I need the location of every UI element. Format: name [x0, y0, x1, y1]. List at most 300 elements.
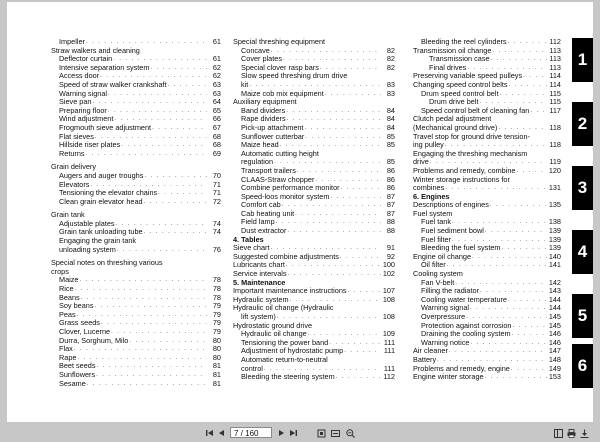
toc-leader-dots — [276, 218, 381, 227]
toc-entry-title: Fuel tank — [421, 217, 452, 227]
toc-entry-title: Special clover rasp bars — [241, 62, 319, 72]
toc-entry-title: Fuel filter — [421, 234, 452, 244]
toc-page-number: 61 — [212, 54, 221, 64]
toc-leader-dots — [286, 261, 381, 270]
toc-entry-title: (Mechanical ground drive) — [413, 122, 498, 132]
toc-section-heading — [413, 150, 561, 159]
toc-entry-title: Automatic cutting height — [241, 148, 319, 158]
toc-entry-title: Suggested combine adjustments — [233, 251, 339, 261]
toc-page-number: 69 — [212, 148, 221, 158]
toc-leader-dots — [516, 167, 547, 176]
toc-leader-dots — [502, 244, 548, 253]
toc-section-heading — [51, 259, 221, 268]
toc-entry-title: Pick-up attachment — [241, 122, 304, 132]
toc-entry[interactable] — [51, 345, 221, 354]
toc-entry-title: Protection against corrosion — [421, 320, 512, 330]
chapter-tab-5[interactable]: 5 — [572, 294, 593, 338]
toc-leader-dots — [449, 347, 547, 356]
toc-page-number: 76 — [212, 244, 221, 254]
toc-entry[interactable] — [51, 198, 221, 207]
toc-leader-dots — [117, 246, 207, 255]
toc-page-number: 79 — [212, 318, 221, 328]
toc-entry-title: Straw walkers and cleaning — [51, 45, 140, 55]
toc-entry-title: Cab heating unit — [241, 208, 295, 218]
toc-entry-title: Drum speed control belt — [421, 88, 499, 98]
toc-entry[interactable] — [51, 302, 221, 311]
toc-leader-dots — [530, 107, 547, 116]
toc-page-number: 84 — [386, 105, 395, 115]
toc-leader-dots — [485, 373, 547, 382]
toc-entry-title: Travel stop for ground drive tension- — [413, 131, 530, 141]
toc-leader-dots — [330, 193, 381, 202]
toc-entry-title: Problems and remedy, combine — [413, 165, 516, 175]
toc-entry-title: drive — [413, 157, 429, 167]
toc-page-number: 85 — [386, 157, 395, 167]
toc-page-number: 62 — [212, 71, 221, 81]
toc-entry-title: Augers and auger troughs — [59, 170, 144, 180]
toc-page-number: 85 — [386, 131, 395, 141]
toc-leader-dots — [340, 253, 381, 262]
toc-entry-title: lift system) — [241, 312, 276, 321]
page-number-input[interactable]: 7 / 160 — [230, 427, 272, 438]
toc-leader-dots — [77, 354, 207, 363]
toc-column-3 — [413, 38, 561, 382]
first-page-icon[interactable] — [205, 427, 214, 439]
toc-leader-dots — [108, 107, 207, 116]
toc-page-number: 82 — [386, 62, 395, 72]
toc-page-number: 68 — [212, 140, 221, 150]
toc-page-number: 67 — [212, 122, 221, 132]
toc-entry[interactable] — [51, 337, 221, 346]
toc-page-number: 78 — [212, 275, 221, 285]
toc-page-number: 92 — [386, 251, 395, 261]
toc-page-number: 88 — [386, 226, 395, 236]
toc-page-number: 82 — [386, 45, 395, 55]
toc-page-number: 102 — [382, 269, 395, 279]
toc-page-number: 80 — [212, 335, 221, 345]
toc-leader-dots — [509, 81, 547, 90]
toc-entry-title: 6. Engines — [413, 191, 450, 201]
toc-page-number: 107 — [382, 286, 395, 296]
toc-page-number: 80 — [212, 352, 221, 362]
toc-entry-title: Intensive separation system — [59, 62, 150, 72]
toc-page-number: 79 — [212, 327, 221, 336]
toc-entry-title: Comfort cab — [241, 200, 281, 210]
toc-leader-dots — [491, 55, 547, 64]
toc-entry-title: regulation — [241, 157, 274, 167]
toc-entry-title: Bleeding the reel cylinders — [421, 37, 507, 46]
chapter-tab-1[interactable]: 1 — [572, 38, 593, 82]
next-page-icon[interactable] — [276, 427, 285, 439]
toc-page-number: 81 — [212, 369, 221, 379]
sidebar-icon[interactable] — [553, 427, 564, 439]
toc-page-number: 141 — [548, 260, 561, 270]
toc-entry-title: Sesame — [59, 378, 86, 388]
toc-entry-title: Warning signal — [59, 88, 107, 98]
toc-page-number: 140 — [548, 251, 561, 261]
download-icon[interactable] — [579, 427, 590, 439]
toc-page-number: 83 — [386, 88, 395, 98]
toc-entry-title: Band dividers — [241, 105, 286, 115]
toc-leader-dots — [490, 201, 547, 210]
print-icon[interactable] — [566, 427, 577, 439]
toc-page-number: 153 — [548, 372, 561, 382]
toc-page-number: 74 — [212, 218, 221, 228]
toc-page-number: 80 — [212, 344, 221, 354]
toc-page-number: 109 — [382, 329, 395, 339]
toc-page-number: 79 — [212, 301, 221, 311]
toc-page-number: 145 — [548, 312, 561, 321]
toc-page-number: 114 — [549, 71, 561, 81]
toc-leader-dots — [512, 322, 547, 331]
toc-entry-title: Speed of straw walker crankshaft — [59, 79, 167, 89]
toc-leader-dots — [508, 296, 547, 305]
viewer-toolbar — [0, 424, 600, 442]
toc-page-number: 115 — [549, 88, 561, 98]
toc-entry-title: Frogmouth sieve adjustment — [59, 122, 152, 132]
toc-leader-dots — [121, 141, 207, 150]
toc-entry-title: Grain tank — [51, 210, 85, 220]
toc-leader-dots — [108, 90, 207, 99]
toc-page-number: 113 — [549, 54, 561, 64]
toc-page-number: 82 — [386, 54, 395, 64]
toc-page-number: 88 — [386, 217, 395, 227]
toc-leader-dots — [282, 201, 381, 210]
toc-entry[interactable] — [51, 246, 221, 255]
toc-leader-dots — [94, 302, 207, 311]
toc-entry-title: Transmission oil change — [413, 45, 492, 55]
toc-entry-title: Preserving variable speed pulleys — [413, 71, 523, 81]
toc-entry-title: Battery — [413, 354, 437, 364]
zoom-out-icon[interactable] — [345, 427, 356, 439]
toc-page-number: 83 — [386, 79, 395, 89]
toc-entry-title: 4. Tables — [233, 234, 264, 244]
toc-entry-title: Slow speed threshing drum drive — [241, 71, 348, 81]
toc-leader-dots — [305, 133, 381, 142]
toc-leader-dots — [152, 124, 207, 133]
toc-entry-title: Descriptions of engines — [413, 200, 489, 210]
toc-page-number: 78 — [212, 292, 221, 302]
toc-entry-title: Cooling system — [413, 269, 463, 279]
toc-entry-title: Hillside riser plates — [59, 140, 121, 150]
toc-page-number: 113 — [549, 45, 561, 55]
toc-leader-dots — [271, 47, 381, 56]
toc-entry-title: Dust extractor — [241, 226, 287, 236]
prev-page-icon[interactable] — [217, 427, 226, 439]
toc-entry-title: Winter storage instructions for — [413, 174, 510, 184]
toc-page-number: 79 — [212, 309, 221, 319]
toc-leader-dots — [144, 228, 207, 237]
toc-page-number: 149 — [548, 363, 561, 373]
toc-entry-title: Auxiliary equipment — [233, 97, 297, 107]
toc-page-number: 87 — [386, 208, 395, 218]
toc-page-number: 144 — [548, 303, 561, 313]
toc-page-number: 146 — [548, 337, 561, 347]
toc-page-number: 139 — [548, 234, 561, 244]
toc-page-number: 85 — [386, 140, 395, 150]
toc-entry[interactable] — [51, 380, 221, 389]
toc-entry-title: Oil filter — [421, 260, 446, 270]
toc-leader-dots — [150, 64, 207, 73]
toc-entry-title: Soy beans — [59, 301, 94, 311]
toc-entry-title: Tensioning the power band — [241, 337, 329, 347]
chapter-tab-6[interactable]: 6 — [572, 344, 593, 388]
toc-page-number: 86 — [386, 165, 395, 175]
toc-leader-dots — [304, 124, 381, 133]
last-page-icon[interactable] — [288, 427, 297, 439]
toc-page-number: 111 — [383, 337, 395, 347]
toc-entry-title: Deflector curtain — [59, 54, 113, 64]
toc-page-number: 66 — [212, 114, 221, 124]
toc-page-number: 87 — [386, 200, 395, 210]
toc-entry-title: Flax — [59, 344, 73, 354]
toc-page-number: 100 — [382, 260, 395, 270]
toc-entry-title: Automatic return-to-neutral — [241, 354, 328, 364]
toc-page-number: 148 — [548, 354, 561, 364]
toc-leader-dots — [158, 189, 207, 198]
toc-entry-title: Engaging the threshing mechanism — [413, 148, 528, 158]
toc-page-number: 63 — [212, 88, 221, 98]
toc-entry-title: Engaging the grain tank — [59, 236, 137, 246]
fit-page-icon[interactable] — [316, 427, 327, 439]
toc-column-2 — [233, 38, 395, 382]
toc-leader-dots — [485, 227, 547, 236]
toc-page-number: 63 — [212, 79, 221, 89]
toc-entry-title: Maize — [59, 275, 79, 285]
toc-entry-title: Air cleaner — [413, 346, 448, 356]
toc-entry-title: Warning signal — [421, 303, 469, 313]
toc-entry-title: Speed-loos monitor system — [241, 191, 330, 201]
toc-entry-title: Cover plates — [241, 54, 282, 64]
toc-entry[interactable] — [233, 373, 395, 382]
toc-entry-title: Lubricants chart — [233, 260, 285, 270]
toc-entry-title: Sunflower cutterbar — [241, 131, 305, 141]
toc-entry-title: Durra, Sorghum, Milo — [59, 335, 129, 345]
toc-entry-title: Final drives — [429, 62, 467, 72]
toc-entry-title: Clover, Lucerne — [59, 327, 111, 336]
toc-entry-title: Returns — [59, 148, 85, 158]
toc-entry-title: crops — [51, 266, 69, 276]
toc-entry-title: Maize cob mix equipment — [241, 88, 324, 98]
toc-entry-title: Speed control belt of cleaning fan — [421, 105, 530, 115]
toc-page-number: 61 — [212, 37, 221, 46]
toc-page-number: 65 — [212, 105, 221, 115]
toc-leader-dots — [445, 184, 547, 193]
toc-leader-dots — [512, 330, 547, 339]
toc-page-number: 111 — [383, 346, 395, 356]
toc-entry-title: Important maintenance instructions — [233, 286, 347, 296]
toc-entry-title: Warning notice — [421, 337, 470, 347]
toc-entry[interactable] — [51, 276, 221, 285]
toc-leader-dots — [344, 347, 381, 356]
toc-entry-title: Hydraulic system — [233, 294, 289, 304]
toc-leader-dots — [341, 184, 381, 193]
toc-page-number: 86 — [386, 174, 395, 184]
toc-page-number: 84 — [386, 114, 395, 124]
toc-page-number: 72 — [212, 196, 221, 206]
toc-page-number: 68 — [212, 131, 221, 141]
toc-leader-dots — [492, 47, 547, 56]
toc-entry-title: Tensioning the elevator chains — [59, 188, 158, 198]
toc-entry-title: unloading system — [59, 244, 116, 254]
toc-entry-title: combines — [413, 183, 445, 193]
toc-page-number: 144 — [548, 294, 561, 304]
toc-entry-title: Beet seeds — [59, 361, 96, 371]
toc-entry-title: ing pulley — [413, 140, 444, 150]
toc-entry-title: Concave — [241, 45, 270, 55]
toc-entry-title: Special notes on threshing various — [51, 258, 163, 268]
toc-leader-dots — [97, 362, 207, 371]
toc-page-number: 145 — [548, 320, 561, 330]
toc-entry-title: Grain delivery — [51, 162, 97, 172]
toc-entry-title: Fuel system — [413, 208, 453, 218]
toc-entry-title: kit — [241, 79, 249, 89]
toc-entry-title: Cooling water temperature — [421, 294, 507, 304]
toc-entry-title: Adjustable plates — [59, 218, 115, 228]
toc-entry-title: Filling the radiator — [421, 286, 479, 296]
toc-entry-title: Changing speed control belts — [413, 79, 508, 89]
toc-leader-dots — [470, 339, 547, 348]
toc-entry-title: Engine oil change — [413, 251, 472, 261]
toc-entry-title: Elevators — [59, 179, 90, 189]
toc-leader-dots — [81, 294, 207, 303]
toc-leader-dots — [79, 276, 207, 285]
toc-entry-title: Hydraulic oil change — [241, 329, 307, 339]
toc-entry-title: Fuel sediment bowl — [421, 226, 484, 236]
toc-entry-title: Clean grain elevator head — [59, 196, 143, 206]
toc-leader-dots — [144, 198, 207, 207]
fit-width-icon[interactable] — [330, 427, 341, 439]
toc-entry-title: Service intervals — [233, 269, 287, 279]
toc-page-number: 117 — [549, 105, 561, 115]
toc-leader-dots — [336, 373, 381, 382]
toc-page-number: 81 — [212, 378, 221, 388]
toc-leader-dots — [92, 98, 207, 107]
toc-page-number: 119 — [549, 157, 561, 167]
toc-leader-dots — [87, 380, 207, 389]
toc-entry-title: control — [241, 363, 263, 373]
toc-entry-title: Drum drive belt — [429, 97, 479, 107]
toc-entry-title: Bleeding the steering system — [241, 372, 335, 382]
toc-page-number: 112 — [383, 372, 395, 382]
toc-leader-dots — [511, 365, 547, 374]
toc-leader-dots — [470, 304, 547, 313]
toc-page-number: 114 — [549, 79, 561, 89]
toc-page-number: 74 — [212, 227, 221, 237]
toc-entry-title: Grass seeds — [59, 318, 100, 328]
toc-page-number: 139 — [548, 226, 561, 236]
toc-entry[interactable] — [413, 373, 561, 382]
toc-entry-title: Fan V-belt — [421, 277, 455, 287]
toc-leader-dots — [472, 253, 547, 262]
toc-entry-title: Adjustment of hydrostatic pump — [241, 346, 344, 356]
toc-page-number: 108 — [382, 312, 395, 321]
toc-page-number: 112 — [549, 37, 561, 46]
toc-page-number: 87 — [386, 191, 395, 201]
toc-page-number: 118 — [549, 140, 561, 150]
toc-page-number: 71 — [212, 188, 221, 198]
toc-leader-dots — [508, 38, 547, 47]
chapter-tab-3[interactable]: 3 — [572, 166, 593, 210]
toc-page-number: 64 — [212, 97, 221, 107]
toc-entry-title: Bleeding the fuel system — [421, 243, 501, 253]
toc-entry-title: Special threshing equipment — [233, 37, 326, 46]
toc-page-number: 108 — [382, 294, 395, 304]
toc-entry-title: Rice — [59, 284, 74, 294]
toc-entry-title: Beans — [59, 292, 80, 302]
toc-entry-title: Problems and remedy, engine — [413, 363, 510, 373]
toc-entry-title: Sieve pan — [59, 97, 92, 107]
toc-page-number: 138 — [548, 217, 561, 227]
toc-leader-dots — [74, 345, 207, 354]
toc-entry-title: Grain tank unloading tube — [59, 227, 143, 237]
toc-entry-title: Impeller — [59, 37, 85, 46]
toc-page-number: 143 — [548, 286, 561, 296]
toc-page-number: 70 — [212, 170, 221, 180]
toc-entry-title: Transport trailers — [241, 165, 296, 175]
toc-page-number: 131 — [548, 183, 561, 193]
toc-entry-title: Combine performance monitor — [241, 183, 340, 193]
toc-page-number: 146 — [548, 329, 561, 339]
toc-entry-title: Flat sieves — [59, 131, 94, 141]
toc-page-number: 111 — [383, 363, 395, 373]
toc-entry-title: Sieve chart — [233, 243, 270, 253]
toc-leader-dots — [167, 81, 207, 90]
toc-leader-dots — [523, 72, 547, 81]
toc-leader-dots — [325, 90, 381, 99]
toc-leader-dots — [499, 90, 547, 99]
toc-page-number: 115 — [549, 97, 561, 107]
toc-page-number: 71 — [212, 179, 221, 189]
toc-leader-dots — [286, 107, 381, 116]
toc-page-number: 147 — [548, 346, 561, 356]
toc-column-1 — [51, 38, 221, 388]
toc-entry-title: Clutch pedal adjustment — [413, 114, 492, 124]
toc-leader-dots — [287, 227, 381, 236]
toc-page-number: 91 — [386, 243, 395, 253]
toc-entry-title: Engine winter storage — [413, 372, 484, 382]
chapter-tab-4[interactable]: 4 — [572, 230, 593, 274]
toc-entry-title: Field lamp — [241, 217, 275, 227]
toc-entry-title: Rape — [59, 352, 77, 362]
toc-leader-dots — [101, 319, 207, 328]
toc-page-number: 135 — [548, 200, 561, 210]
toc-leader-dots — [144, 172, 207, 181]
toc-entry-title: Transmission case — [429, 54, 490, 64]
toc-entry-title: Wind adjustment — [59, 114, 114, 124]
chapter-tab-2[interactable]: 2 — [572, 102, 593, 146]
toc-leader-dots — [348, 287, 381, 296]
toc-entry-title: Access door — [59, 71, 100, 81]
toc-entry-title: Draining the cooling system — [421, 329, 511, 339]
toc-page-number: 142 — [548, 277, 561, 287]
toc-leader-dots — [129, 337, 207, 346]
toc-entry-title: Rape dividers — [241, 114, 286, 124]
toc-page-number: 139 — [548, 243, 561, 253]
toc-entry-title: 5. Maintenance — [233, 277, 286, 287]
toc-leader-dots — [86, 150, 207, 159]
toc-page-number: 81 — [212, 361, 221, 371]
toc-page-number: 78 — [212, 284, 221, 294]
toc-page-number: 86 — [386, 183, 395, 193]
toc-entry-title: Sunflowers — [59, 369, 96, 379]
toc-entry-title: Preparing floor — [59, 105, 107, 115]
toc-page-number: 62 — [212, 62, 221, 72]
toc-section-heading — [233, 72, 395, 81]
toc-entry[interactable] — [51, 150, 221, 159]
toc-leader-dots — [96, 371, 207, 380]
toc-leader-dots — [75, 285, 207, 294]
